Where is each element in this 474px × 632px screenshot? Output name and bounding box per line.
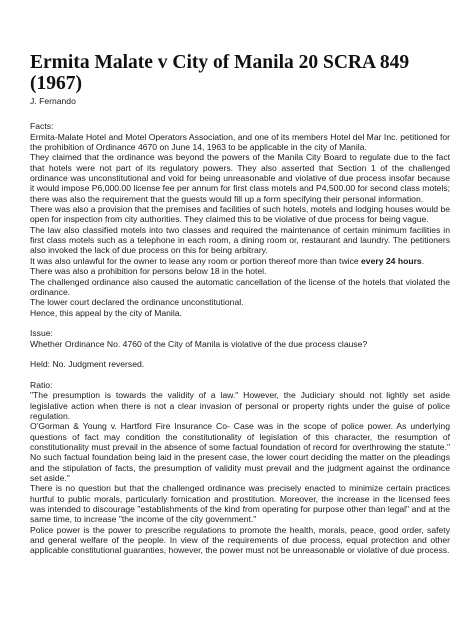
facts-paragraph: The law also classified motels into two classes and required the maintenance of certain minimum facilities in first class motels such as a telephone in each room, a dining room or, restaurant and laundry. The petitioners also invoked the lack of due process on this for being arbitrary. xyxy=(30,224,450,256)
facts-paragraph: They claimed that the ordinance was beyond the powers of the Manila City Board to regulate due to the fact that hotels were not part of its regulatory powers. They also asserted that Section 1 of the challenged ordinance was unconstitutional and void for being unreasonable and violative of due process insofar because it would impose P6,000.00 license fee per annum for first class motels and P4,500.00 for second class motels; there was also the requirement that the guests would fill up a form specifying their personal information. xyxy=(30,152,450,204)
facts-paragraph: Hence, this appeal by the city of Manila. xyxy=(30,307,182,318)
ratio-paragraph: "The presumption is towards the validity of a law." However, the Judiciary should not lightly set aside legislative action when there is not a clear invasion of personal or property rights under the guise of police regulation. xyxy=(30,390,450,421)
facts-paragraph: Ermita-Malate Hotel and Motel Operators Association, and one of its members Hotel del Mar Inc. petitioned for the prohibition of Ordinance 4670 on June 14, 1963 to be applicable in the city of Manila. xyxy=(30,131,450,153)
author-line: J. Fernando xyxy=(30,96,76,106)
facts-heading: Facts: xyxy=(30,121,54,132)
facts-paragraph: There was also a provision that the premises and facilities of such hotels, motels and lodging houses would be open for inspection from city authorities. They claimed this to be violative of due process for being vague. xyxy=(30,204,450,225)
facts-text: . xyxy=(421,255,425,266)
held-line: Held: No. Judgment reversed. xyxy=(30,359,145,370)
facts-paragraph: The lower court declared the ordinance unconstitutional. xyxy=(30,297,244,308)
case-title: Ermita Malate v City of Manila 20 SCRA 849 (1967) xyxy=(30,52,410,94)
ratio-paragraph: There is no question but that the challenged ordinance was precisely enacted to minimize certain practices hurtful to public morals, particularly fornication and prostitution. Moreover, the increase in the licensed fees was intended to discourage "establishments of the kind from operating for purpose other than legal" and at the same time, to increase "the income of the city government." xyxy=(30,483,450,525)
ratio-heading: Ratio: xyxy=(30,379,53,390)
issue-heading: Issue: xyxy=(30,328,53,339)
facts-text: It was also unlawful for the owner to lease any room or portion thereof more than twice xyxy=(30,255,362,266)
facts-paragraph xyxy=(30,256,450,266)
case-body xyxy=(30,111,450,556)
issue-text: Whether Ordinance No. 4760 of the City of Manila is violative of the due process clause? xyxy=(30,338,368,349)
facts-paragraph: There was also a prohibition for persons below 18 in the hotel. xyxy=(30,266,267,277)
ratio-paragraph: Police power is the power to prescribe regulations to promote the health, morals, peace, good order, safety and general welfare of the people. In view of the requirements of due process, equal protection and other applicable constitutional guaranties, however, the power must not be unreasonable or violative of due process. xyxy=(30,524,450,556)
facts-paragraph: The challenged ordinance also caused the automatic cancellation of the license of the hotels that violated the ordinance. xyxy=(30,276,450,297)
ratio-paragraph: O'Gorman & Young v. Hartford Fire Insurance Co- Case was in the scope of police power. As underlying questions of fact may condition the constitutionality of legislation of this character, the resumption of constitutionality must prevail in the absence of some factual foundation of record for overthrowing the statute." No such factual foundation being laid in the present case, the lower court deciding the matter on the pleadings and the stipulation of facts, the presumption of validity must prevail and the judgment against the ordinance set aside." xyxy=(30,421,450,484)
emphasis-text: every 24 hours xyxy=(361,255,422,266)
